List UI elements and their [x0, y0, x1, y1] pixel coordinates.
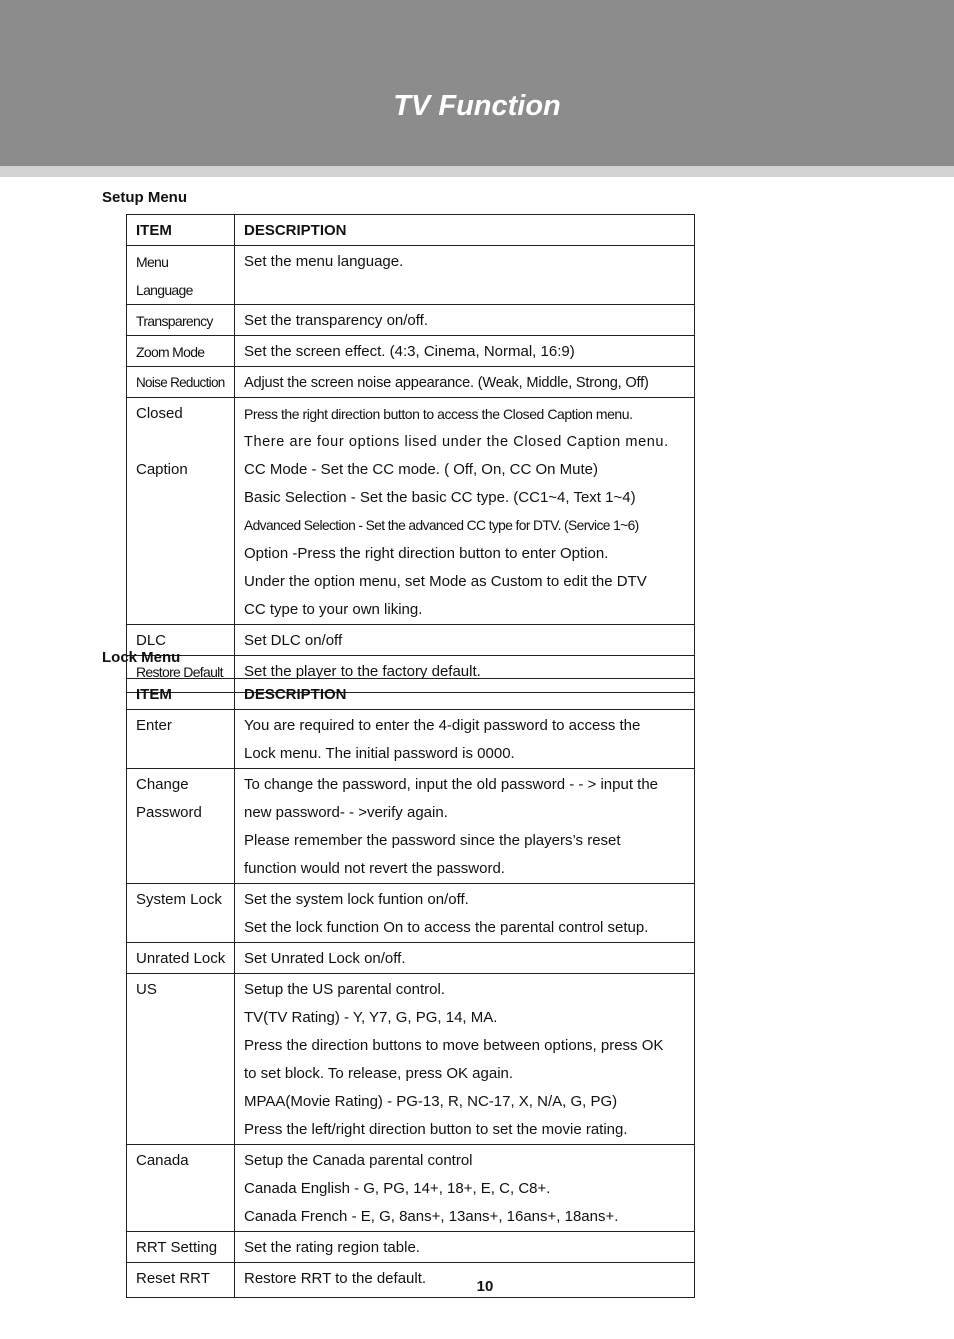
page-title: TV Function	[393, 90, 561, 122]
header-strip	[0, 166, 954, 177]
item-us	[127, 974, 235, 1145]
desc-line: CC type to your own liking.	[244, 601, 423, 618]
item-line: Canada	[136, 1152, 189, 1169]
setup-menu-heading: Setup Menu	[102, 189, 187, 206]
item-closed-caption	[127, 398, 235, 625]
table-row	[127, 305, 695, 336]
item-line: Reset RRT	[136, 1270, 210, 1287]
desc-line: Lock menu. The initial password is 0000.	[244, 745, 515, 762]
desc-line: Set the lock function On to access the parental control setup.	[244, 919, 649, 936]
table-row	[127, 974, 695, 1145]
item-line: Unrated Lock	[136, 950, 226, 967]
desc-line: Canada English - G, PG, 14+, 18+, E, C, C8+.	[244, 1180, 551, 1197]
desc-line: There are four options lised under the Closed Caption menu.	[244, 434, 669, 450]
desc-line: Setup the Canada parental control	[244, 1152, 473, 1169]
item-reset-rrt	[127, 1263, 235, 1298]
table-row	[127, 336, 695, 367]
desc-line: to set block. To release, press OK again.	[244, 1065, 514, 1082]
table-row	[127, 625, 695, 656]
desc-line: Under the option menu, set Mode as Custom to edit the DTV	[244, 573, 647, 590]
desc-zoom-mode: Set the screen effect. (4:3, Cinema, Normal, 16:9)	[235, 336, 695, 367]
item-zoom-mode: Zoom Mode	[127, 336, 235, 367]
item-restore-default: Restore Default	[127, 656, 235, 693]
item-column-header: ITEM	[127, 215, 235, 246]
desc-line: Press the direction buttons to move between options, press OK	[244, 1037, 664, 1054]
desc-line: Please remember the password since the players’s reset	[244, 832, 621, 849]
desc-menu-language: Set the menu language.	[235, 246, 695, 305]
desc-line: TV(TV Rating) - Y, Y7, G, PG, 14, MA.	[244, 1009, 498, 1026]
desc-line: new password- - >verify again.	[244, 804, 448, 821]
table-row	[127, 398, 695, 625]
item-column-header: ITEM	[127, 679, 235, 710]
table-row	[127, 1145, 695, 1232]
item-transparency: Transparency	[127, 305, 235, 336]
desc-line: You are required to enter the 4-digit password to access the	[244, 717, 641, 734]
table-row	[127, 710, 695, 769]
desc-line: Set the rating region table.	[244, 1239, 420, 1256]
desc-line: Canada French - E, G, 8ans+, 13ans+, 16ans+, 18ans+.	[244, 1208, 619, 1225]
table-header-row	[127, 679, 695, 710]
desc-line: Advanced Selection - Set the advanced CC type for DTV. (Service 1~6)	[244, 518, 639, 533]
desc-line: Basic Selection - Set the basic CC type. (CC1~4, Text 1~4)	[244, 489, 636, 506]
desc-line: Setup the US parental control.	[244, 981, 445, 998]
table-row	[127, 367, 695, 398]
desc-line: Restore RRT to the default.	[244, 1270, 427, 1287]
setup-menu-table	[126, 214, 695, 693]
lock-menu-heading: Lock Menu	[102, 649, 181, 666]
desc-line: Option -Press the right direction button to enter Option.	[244, 545, 609, 562]
desc-enter	[235, 710, 695, 769]
description-column-header: DESCRIPTION	[235, 679, 695, 710]
desc-rrt-setting	[235, 1232, 695, 1263]
desc-noise-reduction: Adjust the screen noise appearance. (Weak, Middle, Strong, Off)	[235, 367, 695, 398]
table-row	[127, 943, 695, 974]
item-line: Change	[136, 776, 189, 793]
item-unrated-lock	[127, 943, 235, 974]
item-noise-reduction: Noise Reduction	[127, 367, 235, 398]
desc-line: MPAA(Movie Rating) - PG-13, R, NC-17, X, N/A, G, PG)	[244, 1093, 618, 1110]
description-column-header: DESCRIPTION	[235, 215, 695, 246]
page-number: 10	[476, 1278, 494, 1295]
item-menu-language: Menu Language	[127, 246, 235, 305]
desc-closed-caption	[235, 398, 695, 625]
lock-menu-table	[126, 678, 695, 1298]
item-enter	[127, 710, 235, 769]
desc-line: Press the left/right direction button to set the movie rating.	[244, 1121, 628, 1138]
desc-line: Set the system lock funtion on/off.	[244, 891, 469, 908]
desc-line: To change the password, input the old password - - > input the	[244, 776, 659, 793]
desc-line: Press the right direction button to access the Closed Caption menu.	[244, 406, 633, 422]
item-canada	[127, 1145, 235, 1232]
table-row	[127, 1263, 695, 1298]
desc-restore-default: Set the player to the factory default.	[235, 656, 695, 693]
item-line: US	[136, 981, 157, 998]
table-row	[127, 1232, 695, 1263]
item-line: Password	[136, 804, 202, 821]
desc-line: Set Unrated Lock on/off.	[244, 950, 406, 967]
table-row	[127, 246, 695, 305]
item-line: Enter	[136, 717, 172, 734]
desc-unrated-lock	[235, 943, 695, 974]
item-line: Caption	[136, 461, 188, 478]
table-row	[127, 884, 695, 943]
desc-line: CC Mode - Set the CC mode. ( Off, On, CC On Mute)	[244, 461, 599, 478]
item-rrt-setting	[127, 1232, 235, 1263]
desc-line: function would not revert the password.	[244, 860, 505, 877]
desc-change-password	[235, 769, 695, 884]
item-line: Closed	[136, 405, 183, 422]
desc-reset-rrt	[235, 1263, 695, 1298]
item-line: System Lock	[136, 891, 222, 908]
header-banner	[0, 0, 954, 166]
desc-us	[235, 974, 695, 1145]
table-header-row	[127, 215, 695, 246]
item-line: RRT Setting	[136, 1239, 218, 1256]
item-system-lock	[127, 884, 235, 943]
table-row	[127, 769, 695, 884]
desc-dlc: Set DLC on/off	[235, 625, 695, 656]
desc-transparency: Set the transparency on/off.	[235, 305, 695, 336]
item-dlc: DLC	[127, 625, 235, 656]
item-change-password	[127, 769, 235, 884]
desc-system-lock	[235, 884, 695, 943]
desc-canada	[235, 1145, 695, 1232]
